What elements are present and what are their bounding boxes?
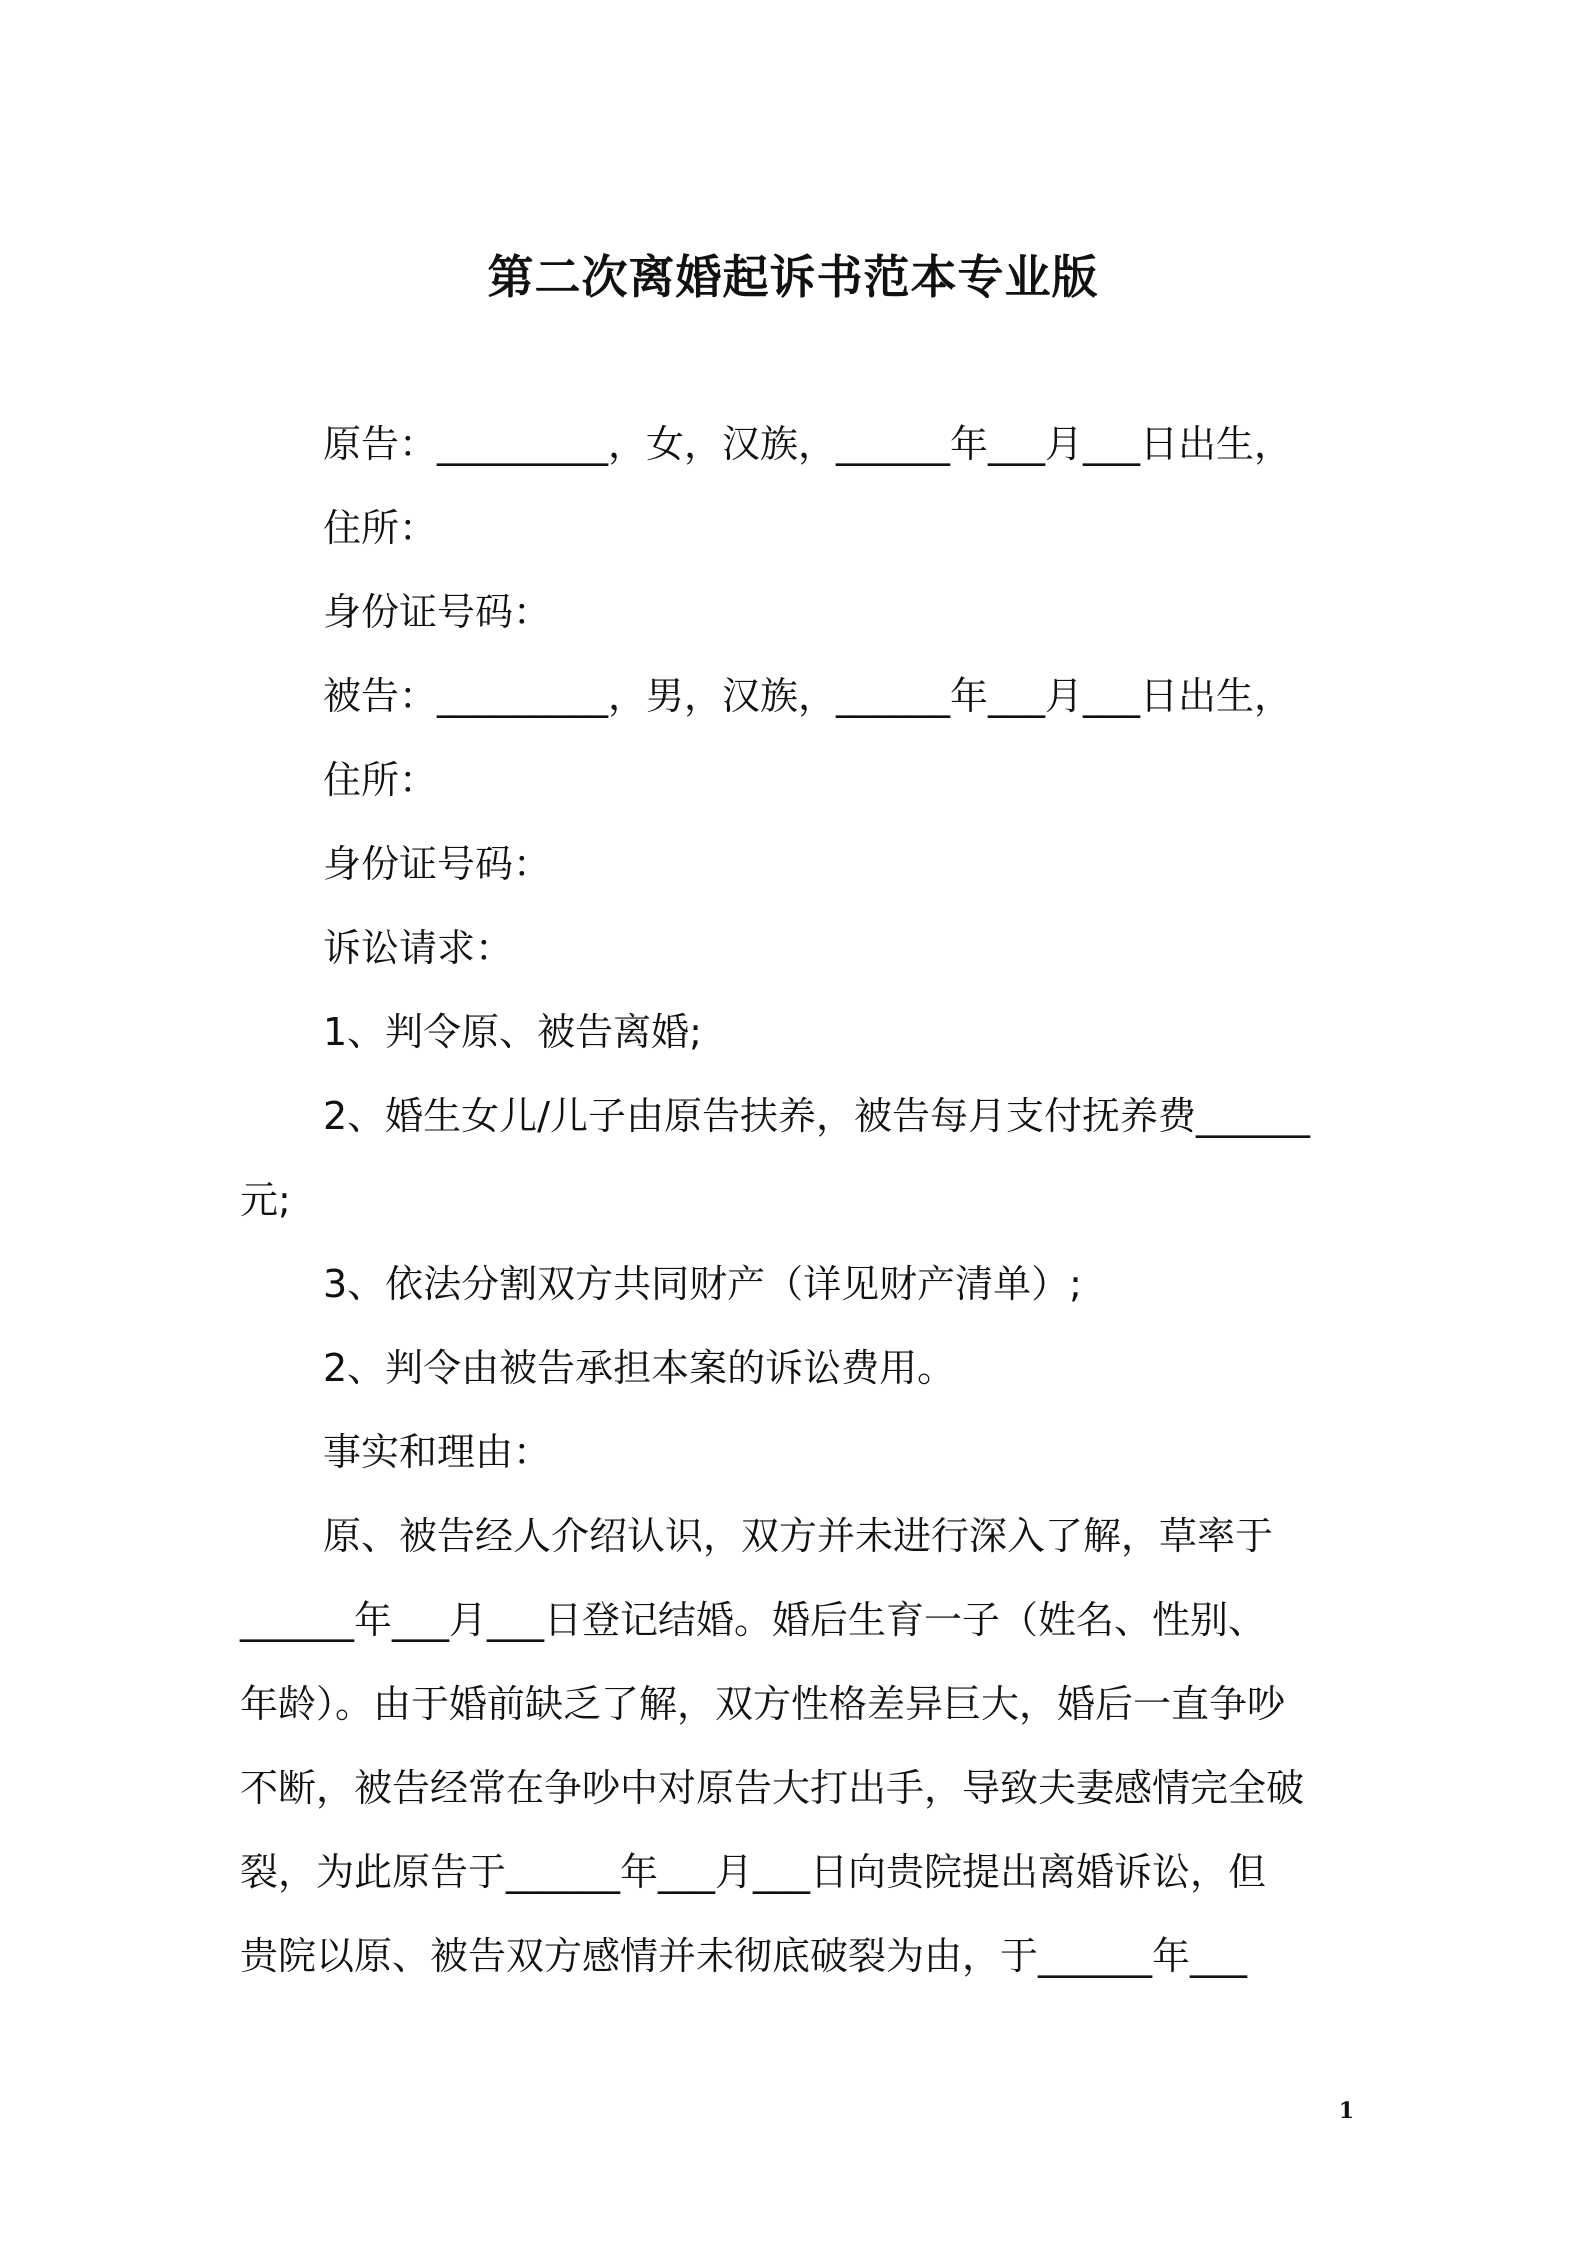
text-line: 原、被告经人介绍认识，双方并未进行深入了解，草率于 (323, 1514, 1274, 1558)
text-line: ______年___月___日登记结婚。婚后生育一子（姓名、性别、 (240, 1598, 1267, 1642)
text-line: 身份证号码： (323, 842, 552, 886)
text-line: 不断，被告经常在争吵中对原告大打出手，导致夫妻感情完全破 (240, 1766, 1305, 1810)
text-line: 住所： (323, 506, 438, 550)
document-body (240, 402, 1360, 1998)
text-line: 被告：_________，男，汉族，______年___月___日出生， (323, 674, 1293, 718)
text-line: 身份证号码： (323, 590, 552, 634)
text-line: 诉讼请求： (323, 926, 514, 970)
page-title: 第二次离婚起诉书范本专业版 (487, 249, 1099, 304)
text-line: 2、判令由被告承担本案的诉讼费用。 (323, 1346, 956, 1390)
text-line: 元; (240, 1178, 291, 1222)
text-line: 2、婚生女儿/儿子由原告扶养，被告每月支付抚养费______ (323, 1094, 1310, 1138)
text-line: 住所： (323, 758, 438, 802)
text-line: 事实和理由： (323, 1430, 552, 1474)
text-line: 贵院以原、被告双方感情并未彻底破裂为由，于______年___ (240, 1934, 1248, 1978)
text-line: 原告：_________，女，汉族，______年___月___日出生， (323, 422, 1293, 466)
text-line: 1、判令原、被告离婚; (323, 1010, 702, 1054)
page-number: 1 (1338, 2098, 1354, 2124)
text-line: 裂，为此原告于______年___月___日向贵院提出离婚诉讼，但 (240, 1850, 1267, 1894)
text-line: 年龄）。由于婚前缺乏了解，双方性格差异巨大，婚后一直争吵 (240, 1682, 1286, 1726)
text-line: 3、依法分割双方共同财产（详见财产清单）; (323, 1262, 1082, 1306)
